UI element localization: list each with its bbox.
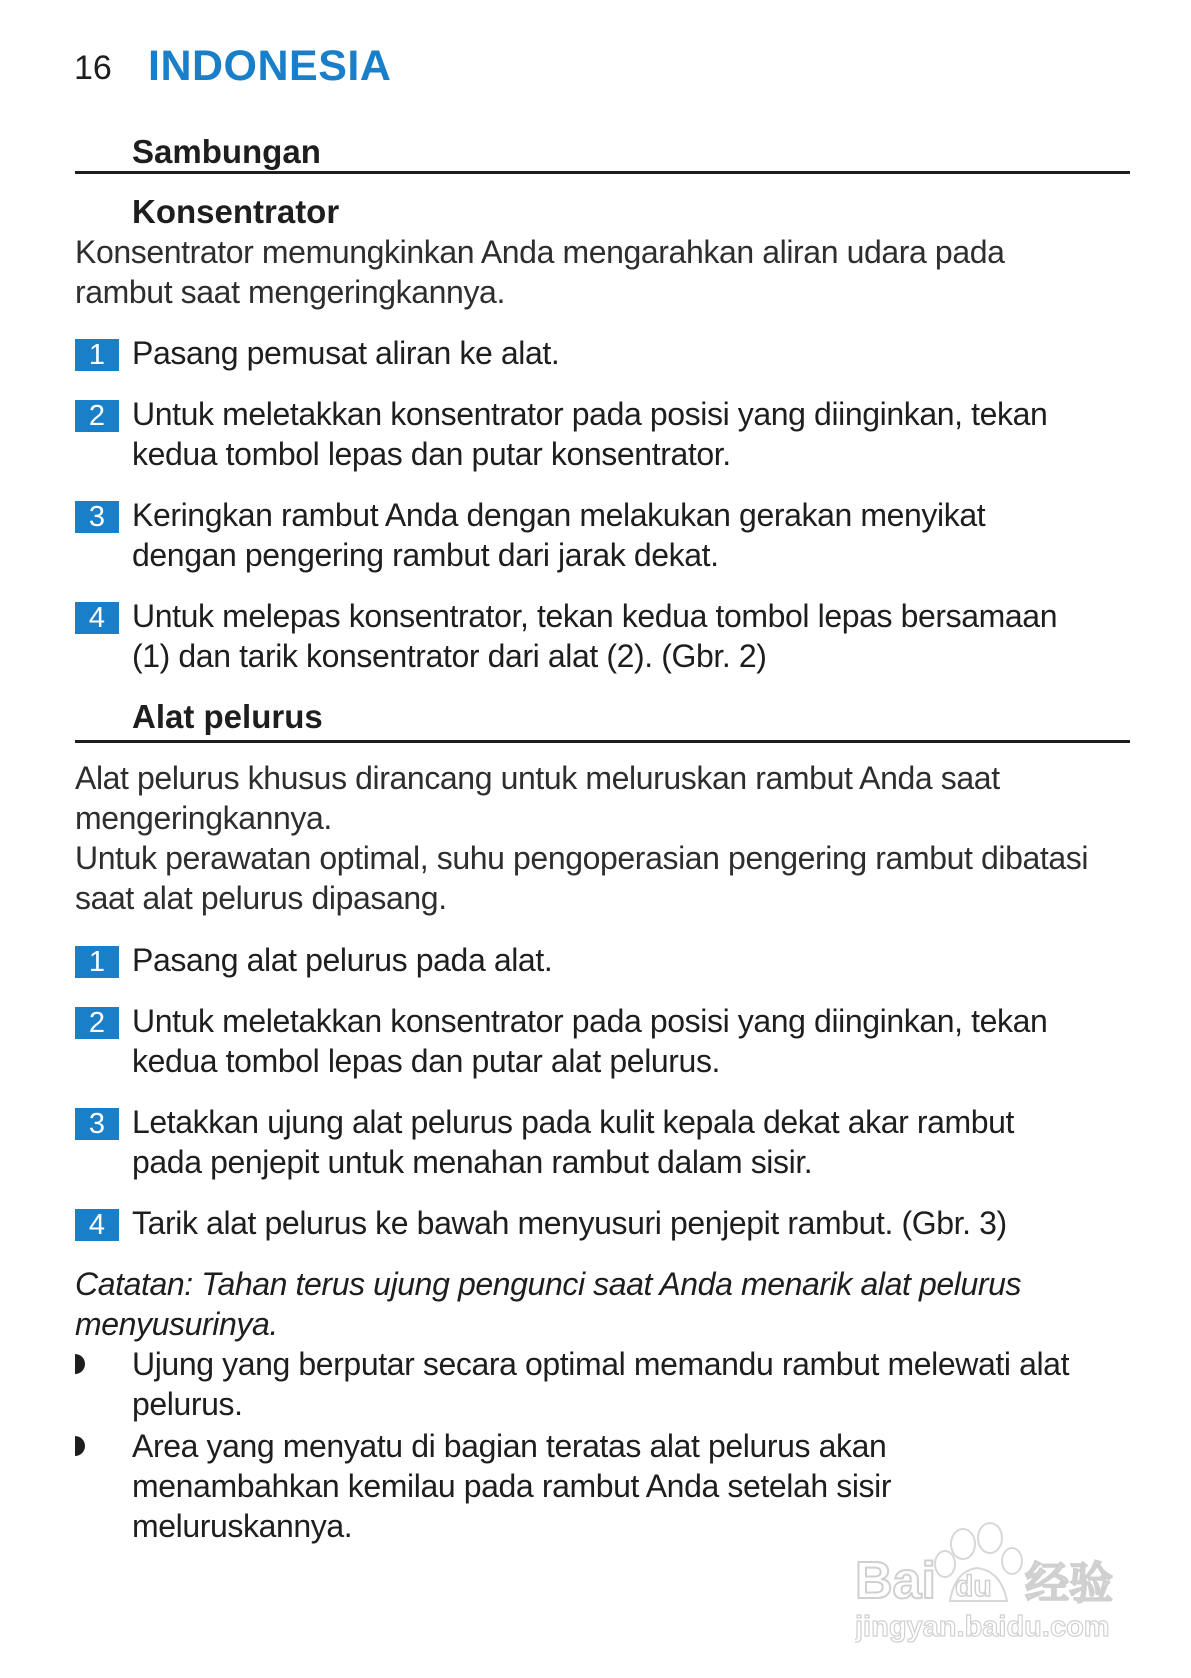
konsentrator-intro: Konsentrator memungkinkan Anda mengarahkan aliran udara pada rambut saat mengeringkannya. bbox=[75, 234, 1005, 310]
page-number: 16 bbox=[74, 49, 112, 87]
svg-text:du: du bbox=[955, 1570, 992, 1603]
svg-text:经验: 经验 bbox=[1025, 1558, 1113, 1609]
step-number-badge: 1 bbox=[75, 339, 119, 371]
svg-text:jingyan.baidu.com: jingyan.baidu.com bbox=[855, 1611, 1110, 1643]
section-title-sambungan: Sambungan bbox=[132, 133, 321, 170]
chapter-title: INDONESIA bbox=[148, 42, 392, 90]
alat-pelurus-intro: Alat pelurus khusus dirancang untuk meluruskan rambut Anda saat mengeringkannya. Untuk perawatan optimal, suhu pengoperasian pengering rambut dibatasi saat alat pelurus dipasang. bbox=[75, 760, 1089, 916]
bullet-icon bbox=[75, 1354, 85, 1374]
step-number-badge: 4 bbox=[75, 602, 119, 634]
baidu-watermark bbox=[855, 1516, 1130, 1646]
step-number-badge: 3 bbox=[75, 501, 119, 533]
note-text: Catatan: Tahan terus ujung pengunci saat Anda menarik alat pelurus menyusurinya. bbox=[75, 1266, 1022, 1342]
section-divider bbox=[75, 740, 1130, 743]
section-title-alat-pelurus: Alat pelurus bbox=[132, 698, 323, 735]
svg-text:Bai: Bai bbox=[855, 1552, 936, 1610]
step-number-badge: 2 bbox=[75, 1007, 119, 1039]
baidu-paw-logo-icon bbox=[855, 1516, 1130, 1646]
step-number-badge: 2 bbox=[75, 400, 119, 432]
bullet-icon bbox=[75, 1436, 85, 1456]
section-divider bbox=[75, 171, 1130, 174]
step-number-badge: 4 bbox=[75, 1209, 119, 1241]
step-number-badge: 3 bbox=[75, 1108, 119, 1140]
subsection-title-konsentrator: Konsentrator bbox=[132, 193, 340, 230]
step-number-badge: 1 bbox=[75, 946, 119, 978]
